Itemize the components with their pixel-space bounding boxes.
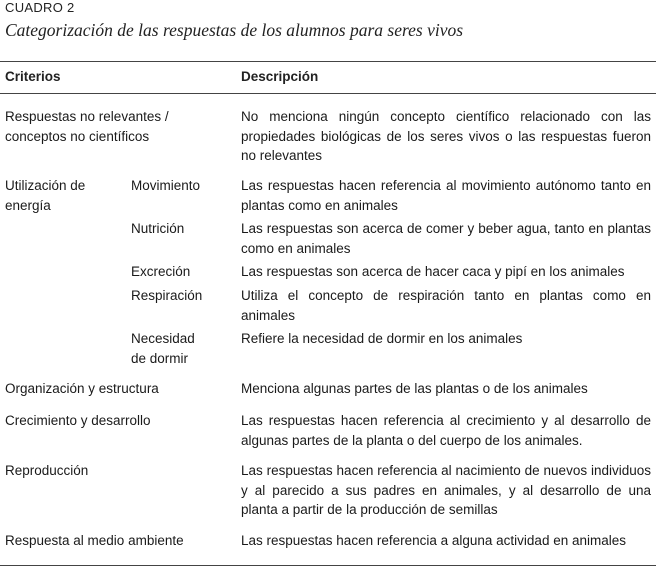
table-row-criterion: Respuestas no relevantes / conceptos no científicos <box>5 109 169 144</box>
table-row-subcriterion: Movimiento <box>131 178 201 193</box>
table-row-criterion: Reproducción <box>5 463 89 478</box>
top-rule <box>0 61 656 62</box>
table-row-subcriterion: Respiración <box>131 288 203 303</box>
table-row-criterion: Utilización de energía <box>5 178 86 213</box>
table-row-criterion: Respuesta al medio ambiente <box>5 533 184 548</box>
bottom-rule <box>0 565 656 566</box>
column-header-descripcion: Descripción <box>241 69 319 84</box>
table-row-subcriterion: Excreción <box>131 264 191 279</box>
table-row-subcriterion: Necesidad de dormir <box>131 331 195 366</box>
table-row-criterion: Organización y estructura <box>5 381 159 396</box>
table-row-description: Las respuestas hacen referencia al crecimiento y al desarrollo de algunas partes de la planta o del cuerpo de los animales. <box>241 413 651 448</box>
table-row-description: Utiliza el concepto de respiración tanto en plantas como en animales <box>241 288 651 323</box>
table-row-description: No menciona ningún concepto científico relacionado con las propiedades biológicas de los seres vivos o las respuestas fueron no relevantes <box>241 109 651 163</box>
table-label: CUADRO 2 <box>5 0 75 15</box>
table-row-description: Las respuestas son acerca de hacer caca y pipí en los animales <box>241 264 625 279</box>
table-caption: Categorización de las respuestas de los alumnos para seres vivos <box>5 20 464 40</box>
table-row-description: Menciona algunas partes de las plantas o de los animales <box>241 381 588 396</box>
header-rule <box>0 93 656 94</box>
table-row-subcriterion: Nutrición <box>131 221 185 236</box>
table-row-description: Las respuestas hacen referencia a alguna actividad en animales <box>241 533 626 548</box>
column-header-criterios: Criterios <box>5 69 61 84</box>
table-row-description: Refiere la necesidad de dormir en los animales <box>241 331 523 346</box>
table-row-description: Las respuestas son acerca de comer y beber agua, tanto en plantas como en animales <box>241 221 651 256</box>
table-row-criterion: Crecimiento y desarrollo <box>5 413 151 428</box>
table-row-description: Las respuestas hacen referencia al movimiento autónomo tanto en plantas como en animales <box>241 178 651 213</box>
table-row-description: Las respuestas hacen referencia al nacimiento de nuevos individuos y al parecido a sus padres en animales, y al desarrollo de una planta a partir de la producción de semillas <box>241 463 651 517</box>
